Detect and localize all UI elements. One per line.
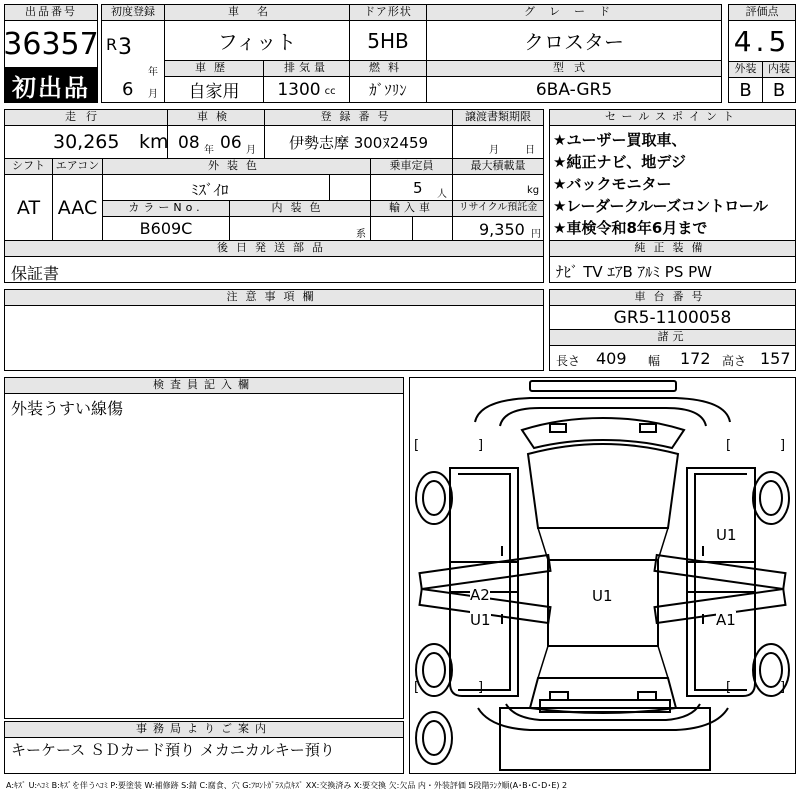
load-header: 最大積載量	[452, 158, 544, 175]
car-name-header: 車名	[164, 4, 350, 21]
int-color-cell	[229, 216, 371, 241]
sales-point-1: ★ユーザー買取車、	[553, 131, 687, 149]
office-header: 事務局よりご案内	[4, 721, 404, 738]
shift: AT	[4, 174, 53, 241]
bracket-front-left-open: [	[414, 438, 420, 453]
damage-diagram	[409, 377, 796, 774]
import-divider	[412, 217, 413, 240]
width: 172	[680, 349, 711, 368]
history-header: 車歴	[164, 60, 264, 77]
displacement-header: 排気量	[263, 60, 350, 77]
aircon: AAC	[52, 174, 103, 241]
ext-color-divider	[329, 175, 330, 200]
length-label: 長さ	[556, 354, 581, 368]
inspection-year-unit: 年	[204, 145, 214, 156]
grade: クロスター	[426, 20, 722, 61]
sales-point-5: ★車検令和8年6月まで	[553, 219, 708, 237]
load-cell	[452, 174, 544, 201]
transfer-day-unit: 日	[525, 145, 535, 156]
import-header: 輸入車	[370, 200, 453, 217]
chassis-number: GR5-1100058	[549, 305, 796, 330]
bracket-rear-right-open: [	[726, 680, 732, 695]
inspection-header: 車検	[167, 109, 265, 126]
inspector-notes: 外装うすい線傷	[11, 399, 124, 418]
bracket-front-left-close: ]	[478, 438, 484, 453]
height: 157	[760, 349, 791, 368]
bracket-rear-left-open: [	[414, 680, 420, 695]
ext-color: ﾐｽﾞｲﾛ	[191, 181, 229, 199]
later-parts-header: 後日発送部品	[4, 240, 544, 257]
inspection-month-unit: 月	[246, 145, 256, 156]
ext-color-header: 外装色	[102, 158, 371, 175]
ext-score: B	[728, 77, 763, 103]
int-color-unit: 系	[356, 229, 366, 240]
bracket-front-right-close: ]	[780, 438, 786, 453]
capacity-header: 乗車定員	[370, 158, 453, 175]
mileage-header: 走行	[4, 109, 168, 126]
equipment: ﾅﾋﾞ TV ｴｱB ｱﾙﾐ PS PW	[549, 256, 796, 283]
recycle-header: リサイクル預託金	[452, 200, 544, 217]
import-cell	[370, 216, 453, 241]
ext-color-cell	[102, 174, 371, 201]
car-outline	[410, 378, 795, 773]
inspector-box	[4, 393, 404, 719]
first-reg-month-unit: 月	[148, 89, 158, 100]
transfer-month-unit: 月	[489, 145, 499, 156]
shift-header: シフト	[4, 158, 53, 175]
width-label: 幅	[648, 354, 661, 368]
height-label: 高さ	[722, 354, 747, 368]
displacement-cell	[263, 76, 350, 103]
capacity-cell	[370, 174, 453, 201]
door-type: 5HB	[349, 20, 427, 61]
first-reg-header: 初度登録	[101, 4, 165, 21]
lot-number-header: 出品番号	[4, 4, 98, 21]
score-header: 評価点	[728, 4, 796, 21]
inspection-cell	[167, 125, 265, 159]
recycle-unit: 円	[531, 229, 541, 240]
office-box	[4, 737, 404, 774]
int-color-header: 内装色	[229, 200, 371, 217]
sales-point-2: ★純正ナビ、地デジ	[553, 153, 686, 171]
bracket-rear-right-close: ]	[780, 680, 786, 695]
grade-header: グレード	[426, 4, 722, 21]
chassis-header: 車台番号	[549, 289, 796, 306]
mileage-unit: km	[139, 131, 169, 153]
capacity-unit: 人	[437, 189, 447, 200]
capacity: 5	[413, 179, 423, 197]
fuel-header: 燃料	[349, 60, 427, 77]
recycle-amount: 9,350	[479, 220, 525, 239]
model-header: 型式	[426, 60, 722, 77]
mileage-cell	[4, 125, 168, 159]
dims-header: 諸元	[549, 329, 796, 346]
overall-score: 4.5	[728, 20, 796, 62]
door-header: ドア形状	[349, 4, 427, 21]
displacement: 1300	[277, 79, 321, 100]
recycle-cell	[452, 216, 544, 241]
equipment-header: 純正装備	[549, 240, 796, 257]
mileage: 30,265	[53, 131, 120, 153]
notes-header: 注意事項欄	[4, 289, 544, 306]
car-name: フィット	[164, 20, 350, 61]
later-parts: 保証書	[4, 256, 544, 283]
aircon-header: エアコン	[52, 158, 103, 175]
mark-left-rear-u: U1	[470, 611, 491, 629]
mark-left-rear-a: A2	[470, 586, 490, 604]
sales-points-box	[549, 125, 796, 241]
displacement-unit: cc	[324, 86, 336, 97]
sales-point-4: ★レーダークルーズコントロール	[553, 197, 768, 215]
inspection-year: 08	[178, 133, 200, 153]
dims-cell	[549, 345, 796, 371]
color-no-header: カラーNo.	[102, 200, 230, 217]
first-reg-year-unit: 年	[148, 67, 158, 78]
model-code: 6BA-GR5	[426, 76, 722, 103]
transfer-cell	[452, 125, 544, 159]
legend: A:ｷｽﾞ U:ﾍｺﾐ B:ｷｽﾞを伴うﾍｺﾐ P:要塗装 W:補修跡 S:錆 C:腐食、穴 G:ﾌﾛﾝﾄｶﾞﾗｽ点ｷｽﾞ XX:交換済み X:要交換 欠:欠品 内・外装評価 5段階ﾗﾝｸ順(A･B･C･D･E) 2	[6, 781, 568, 790]
int-score: B	[762, 77, 796, 103]
int-score-header: 内装	[762, 61, 796, 78]
ext-score-header: 外装	[728, 61, 763, 78]
first-reg-cell	[101, 20, 165, 103]
bracket-rear-left-close: ]	[478, 680, 484, 695]
history: 自家用	[164, 76, 264, 103]
mark-roof: U1	[592, 587, 613, 605]
color-no: B609C	[102, 216, 230, 241]
length: 409	[596, 349, 627, 368]
load-unit: kg	[527, 185, 540, 196]
inspector-header: 検査員記入欄	[4, 377, 404, 394]
first-reg-era: R	[106, 35, 118, 54]
first-reg-year: 3	[118, 35, 132, 60]
lot-number: 36357	[4, 20, 98, 68]
first-listing-badge: 初出品	[4, 67, 98, 103]
notes-box	[4, 305, 544, 371]
transfer-header: 譲渡書類期限	[452, 109, 544, 126]
mark-right-rear: A1	[716, 611, 736, 629]
inspection-month: 06	[220, 133, 242, 153]
plate-number: 伊勢志摩 300ﾇ2459	[264, 125, 453, 159]
first-reg-month: 6	[122, 79, 134, 100]
office-notes: キーケース ＳＤカード預り メカニカルキー預り	[11, 741, 335, 759]
plate-header: 登録番号	[264, 109, 453, 126]
sales-points-header: セールスポイント	[549, 109, 796, 126]
sales-point-3: ★バックモニター	[553, 175, 672, 193]
mark-right-front-door: U1	[716, 526, 737, 544]
fuel: ｶﾞｿﾘﾝ	[349, 76, 427, 103]
bracket-front-right-open: [	[726, 438, 732, 453]
